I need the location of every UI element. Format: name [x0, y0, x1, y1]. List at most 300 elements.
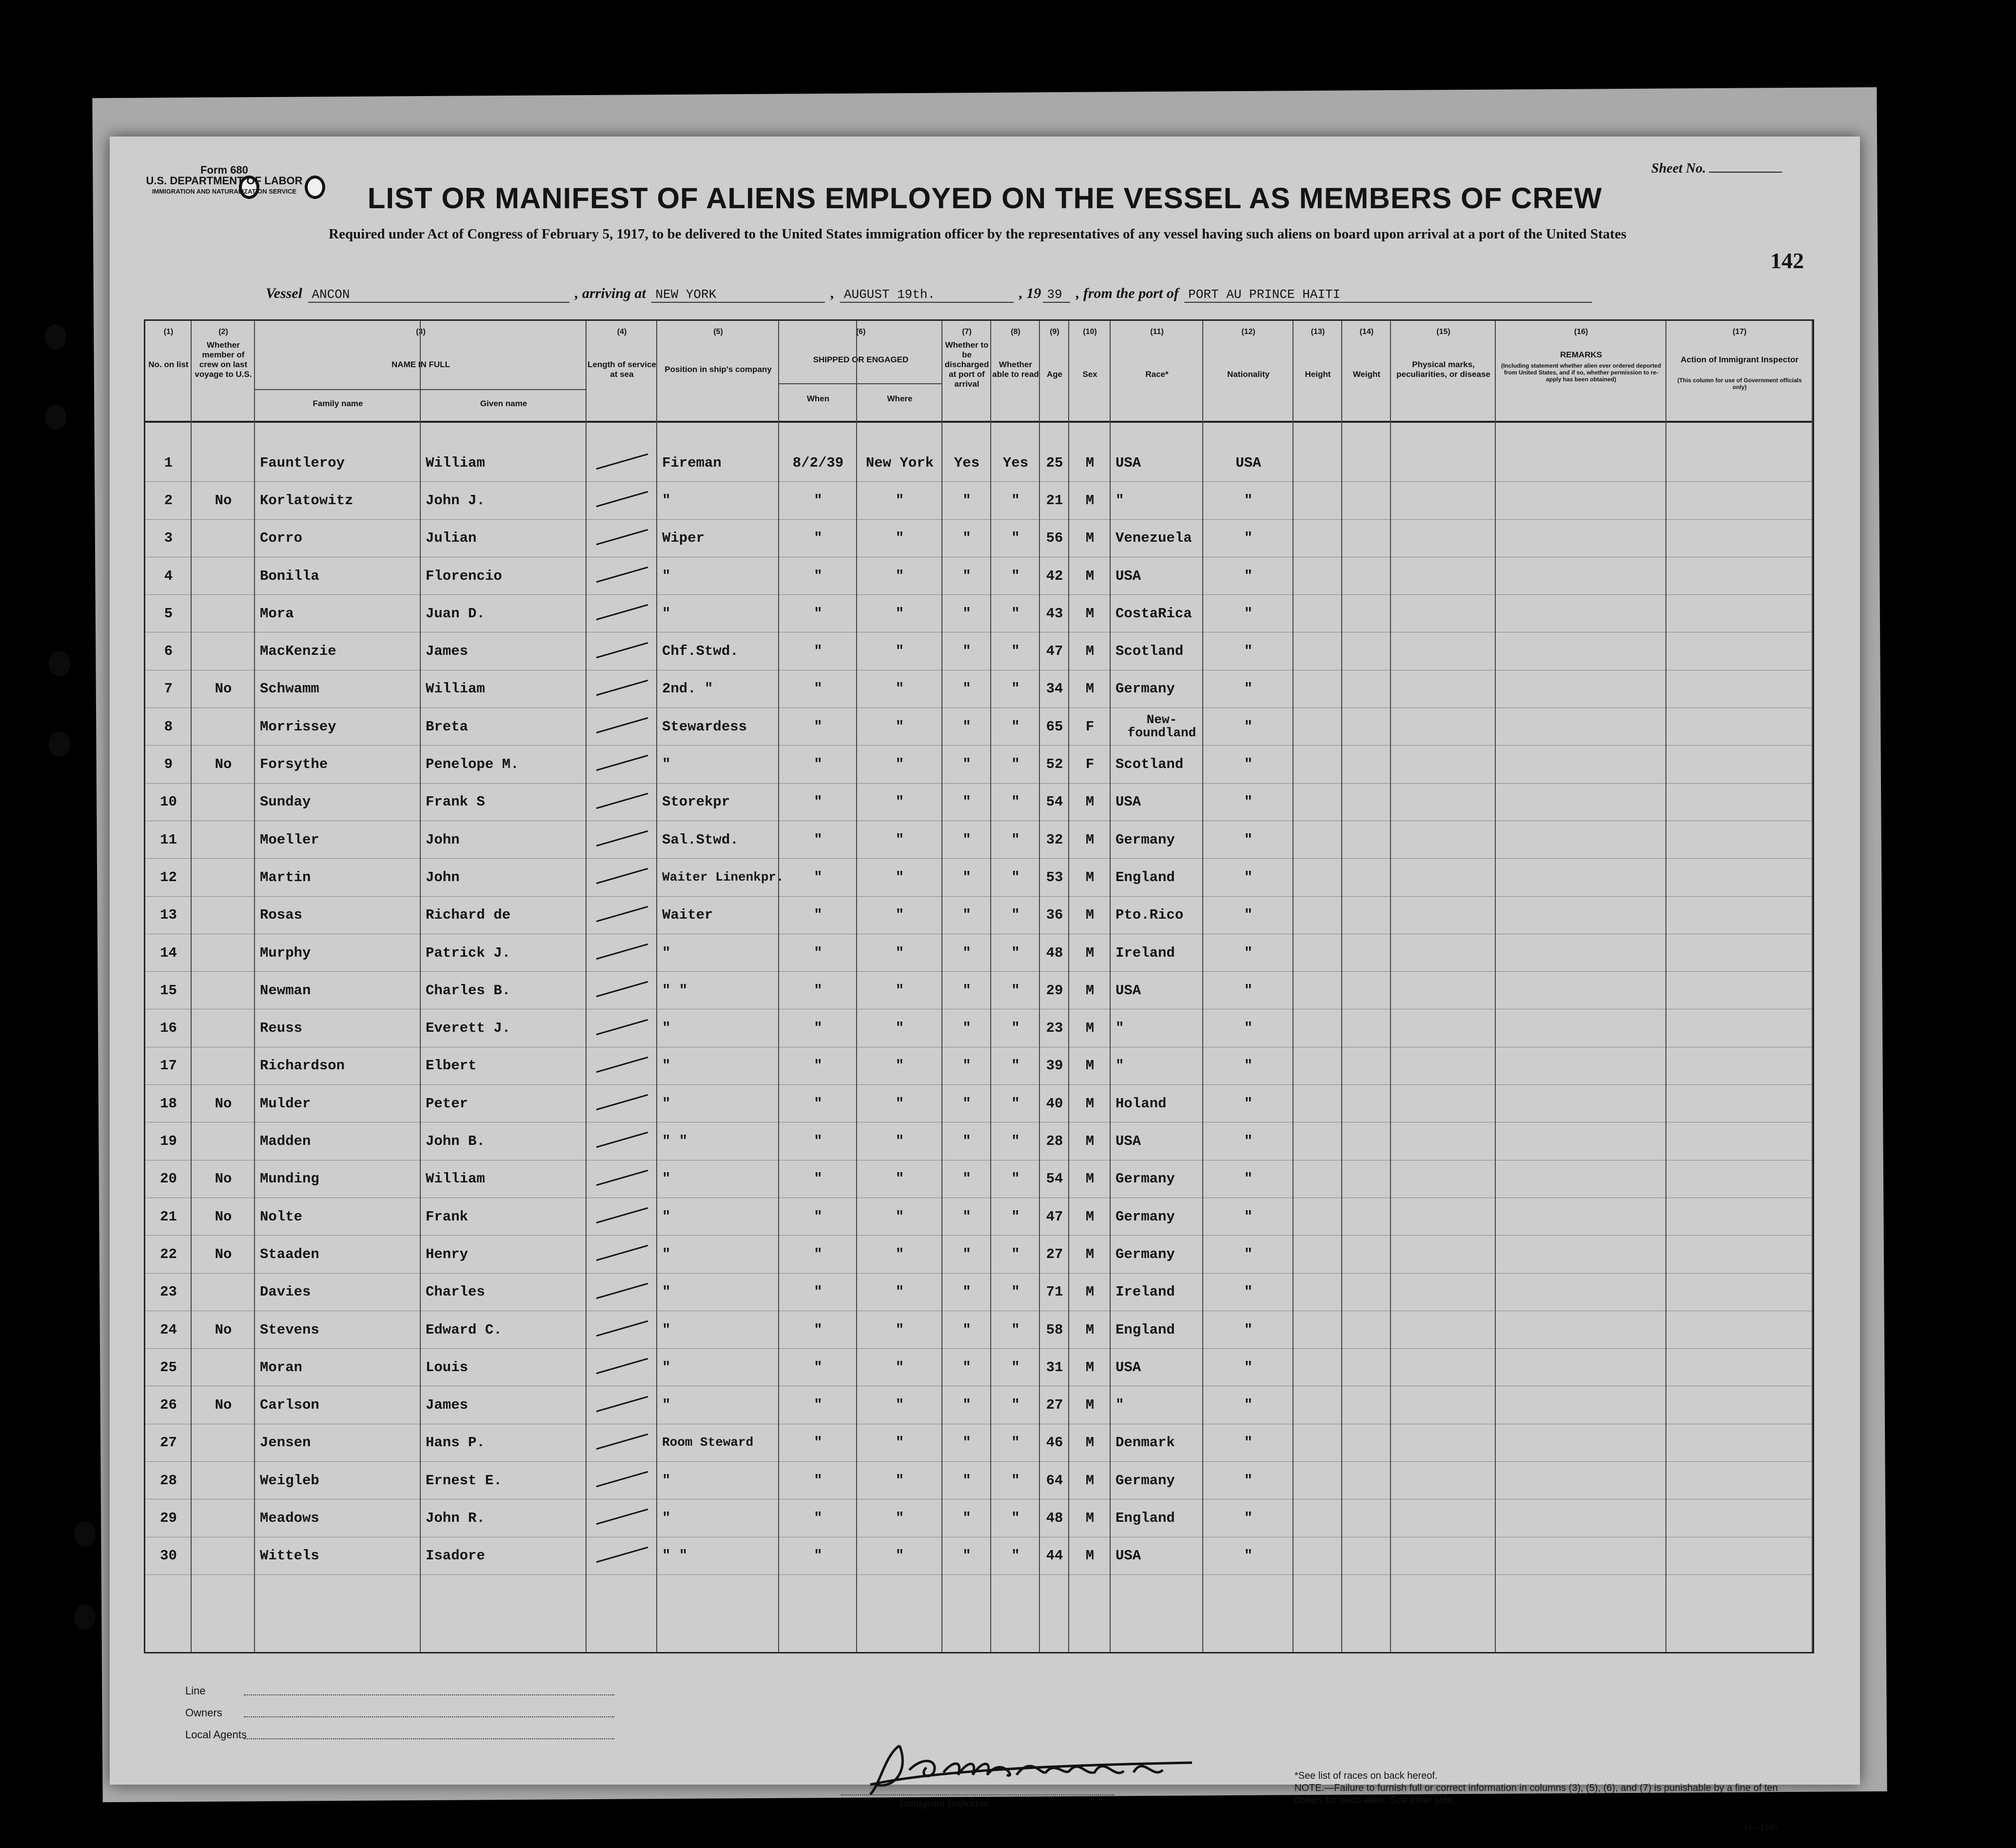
cell-age: 34: [1046, 681, 1063, 697]
cell-family: Fauntleroy: [260, 454, 345, 471]
cell-read: ": [1011, 1435, 1020, 1451]
owners-field-label: Owners: [185, 1707, 222, 1719]
cell-no: 18: [160, 1095, 177, 1112]
cell-no: 3: [164, 530, 173, 547]
cell-when: ": [814, 1171, 822, 1187]
cell-when: ": [814, 718, 822, 735]
column-number: (14): [1359, 328, 1374, 336]
cell-sex: M: [1085, 794, 1095, 810]
column-number: (13): [1311, 328, 1325, 336]
cell-read: ": [1011, 492, 1020, 509]
cell-race: Denmark: [1116, 1435, 1175, 1451]
cell-pos: ": [662, 1171, 671, 1187]
cell-last: No: [215, 492, 232, 509]
cell-nat: ": [1244, 1397, 1253, 1414]
cell-when: ": [814, 681, 822, 697]
arrival-date: AUGUST 19th.: [840, 287, 1014, 303]
cell-where: ": [895, 1171, 904, 1187]
cell-where: ": [895, 1321, 904, 1338]
cell-family: Mora: [260, 605, 294, 622]
cell-sex: M: [1085, 1472, 1095, 1489]
cell-pos: ": [662, 1359, 671, 1376]
cell-age: 43: [1046, 605, 1063, 622]
cell-nat: ": [1244, 1548, 1253, 1564]
cell-when: ": [814, 605, 822, 622]
cell-nat: ": [1244, 794, 1253, 810]
cell-given: Everett J.: [426, 1020, 511, 1037]
cell-no: 20: [160, 1171, 177, 1187]
vessel-line: Vessel ANCON , arriving at NEW YORK , AUGUST 19th. , 19 39 , from the port of PORT AU PRINCE HAITI: [266, 285, 1594, 303]
cell-age: 64: [1046, 1472, 1063, 1489]
cell-last: No: [215, 1208, 232, 1225]
cell-family: Stevens: [260, 1321, 319, 1338]
cell-family: Schwamm: [260, 681, 319, 697]
cell-family: Bonilla: [260, 568, 319, 584]
cell-age: 28: [1046, 1133, 1063, 1150]
cell-read: ": [1011, 1397, 1020, 1414]
cell-race: Scotland: [1116, 643, 1184, 660]
cell-family: Moeller: [260, 831, 319, 848]
cell-sex: M: [1085, 1208, 1095, 1225]
cell-sex: M: [1085, 982, 1095, 999]
cell-race: Germany: [1116, 1246, 1175, 1262]
cell-given: Frank: [426, 1208, 469, 1225]
arrival-port: NEW YORK: [651, 287, 825, 303]
cell-where: ": [895, 756, 904, 773]
cell-given: Hans P.: [426, 1435, 485, 1451]
cell-when: ": [814, 492, 822, 509]
cell-no: 29: [160, 1510, 177, 1527]
cell-pos: Chf.Stwd.: [662, 643, 739, 660]
header-cell: Nationality: [1227, 370, 1270, 379]
column-number: (10): [1083, 328, 1097, 336]
header-cell: Family name: [313, 399, 363, 408]
cell-race: Germany: [1116, 681, 1175, 697]
cell-disch: ": [962, 718, 971, 735]
cell-read: ": [1011, 907, 1020, 924]
cell-sex: M: [1085, 907, 1095, 924]
cell-race: ": [1116, 1058, 1124, 1074]
column-number: (15): [1436, 328, 1450, 336]
cell-sex: M: [1085, 1133, 1095, 1150]
cell-pos: ": [662, 492, 671, 509]
cell-age: 44: [1046, 1548, 1063, 1564]
cell-age: 48: [1046, 944, 1063, 961]
cell-where: ": [895, 530, 904, 547]
cell-disch: ": [962, 869, 971, 885]
cell-pos: " ": [662, 1548, 688, 1564]
cell-no: 2: [164, 492, 173, 509]
service-name: IMMIGRATION AND NATURALIZATION SERVICE: [152, 188, 297, 195]
races-note: *See list of races on back hereof.: [1294, 1770, 1438, 1781]
cell-age: 47: [1046, 643, 1063, 660]
cell-nat: ": [1244, 869, 1253, 885]
cell-read: ": [1011, 831, 1020, 848]
cell-pos: Waiter Linenkpr.: [662, 869, 784, 885]
cell-no: 11: [160, 831, 177, 848]
cell-pos: Fireman: [662, 454, 722, 471]
cell-family: Martin: [260, 869, 311, 885]
cell-where: ": [895, 643, 904, 660]
cell-no: 19: [160, 1133, 177, 1150]
cell-age: 39: [1046, 1058, 1063, 1074]
column-divider: [192, 321, 255, 1652]
column-number: (5): [713, 328, 723, 336]
cell-race: New-foundland: [1127, 712, 1196, 741]
cell-no: 10: [160, 794, 177, 810]
cell-no: 23: [160, 1284, 177, 1300]
cell-no: 22: [160, 1246, 177, 1262]
cell-age: 52: [1046, 756, 1063, 773]
cell-family: Morrissey: [260, 718, 336, 735]
cell-disch: ": [962, 1133, 971, 1150]
cell-read: ": [1011, 944, 1020, 961]
cell-sex: M: [1085, 944, 1095, 961]
cell-age: 56: [1046, 530, 1063, 547]
cell-age: 29: [1046, 982, 1063, 999]
cell-pos: ": [662, 1472, 671, 1489]
cell-race: USA: [1116, 568, 1141, 584]
cell-when: ": [814, 756, 822, 773]
cell-where: ": [895, 718, 904, 735]
cell-when: ": [814, 643, 822, 660]
cell-family: Davies: [260, 1284, 311, 1300]
cell-family: Carlson: [260, 1397, 319, 1414]
cell-sex: M: [1085, 454, 1095, 471]
cell-family: Korlatowitz: [260, 492, 353, 509]
cell-when: ": [814, 1472, 822, 1489]
departure-port: PORT AU PRINCE HAITI: [1184, 287, 1592, 303]
cell-no: 1: [164, 454, 173, 471]
column-divider: [255, 321, 421, 1652]
cell-given: Henry: [426, 1246, 469, 1262]
vessel-label: Vessel: [266, 285, 302, 301]
cell-nat: ": [1244, 907, 1253, 924]
cell-disch: ": [962, 1510, 971, 1527]
cell-disch: ": [962, 1095, 971, 1112]
cell-sex: M: [1085, 681, 1095, 697]
cell-disch: ": [962, 643, 971, 660]
binder-hole: [49, 651, 70, 676]
cell-no: 16: [160, 1020, 177, 1037]
cell-disch: Yes: [954, 454, 980, 471]
cell-nat: ": [1244, 1095, 1253, 1112]
cell-when: ": [814, 1133, 822, 1150]
cell-read: ": [1011, 756, 1020, 773]
column-number: (7): [962, 328, 972, 336]
cell-pos: ": [662, 605, 671, 622]
cell-sex: F: [1085, 718, 1095, 735]
cell-disch: ": [962, 1171, 971, 1187]
cell-family: Mulder: [260, 1095, 311, 1112]
cell-given: James: [426, 1397, 469, 1414]
cell-race: Ireland: [1116, 1284, 1175, 1300]
cell-last: No: [215, 1397, 232, 1414]
cell-when: ": [814, 1510, 822, 1527]
cell-race: Germany: [1116, 1171, 1175, 1187]
cell-nat: ": [1244, 530, 1253, 547]
cell-family: Jensen: [260, 1435, 311, 1451]
column-divider: [1111, 321, 1203, 1652]
cell-nat: ": [1244, 1359, 1253, 1376]
cell-given: Florencio: [426, 568, 502, 584]
manifest-table: [144, 319, 1814, 1653]
cell-sex: M: [1085, 869, 1095, 885]
cell-read: ": [1011, 605, 1020, 622]
cell-where: ": [895, 605, 904, 622]
binder-hole: [74, 1521, 96, 1547]
cell-disch: ": [962, 1284, 971, 1300]
cell-family: Nolte: [260, 1208, 303, 1225]
cell-disch: ": [962, 1208, 971, 1225]
cell-age: 36: [1046, 907, 1063, 924]
cell-when: 8/2/39: [792, 454, 844, 471]
cell-where: ": [895, 982, 904, 999]
cell-pos: ": [662, 1246, 671, 1262]
cell-when: ": [814, 1397, 822, 1414]
cell-sex: F: [1085, 756, 1095, 773]
column-divider: [1666, 321, 1813, 1652]
cell-race: England: [1116, 1321, 1175, 1338]
form-code: 14—1340: [1743, 1824, 1777, 1832]
cell-sex: M: [1085, 1435, 1095, 1451]
cell-disch: ": [962, 1321, 971, 1338]
cell-where: ": [895, 1548, 904, 1564]
cell-sex: M: [1085, 1397, 1095, 1414]
cell-disch: ": [962, 492, 971, 509]
cell-where: ": [895, 681, 904, 697]
header-cell: Given name: [480, 399, 528, 408]
cell-disch: ": [962, 944, 971, 961]
cell-age: 25: [1046, 454, 1063, 471]
cell-read: ": [1011, 794, 1020, 810]
cell-no: 8: [164, 718, 173, 735]
cell-where: ": [895, 794, 904, 810]
column-number: (16): [1574, 328, 1588, 336]
inspector-label: Immigrant Inspector.: [900, 1797, 990, 1809]
cell-read: ": [1011, 1284, 1020, 1300]
cell-pos: ": [662, 1208, 671, 1225]
cell-family: Munding: [260, 1171, 319, 1187]
cell-read: ": [1011, 530, 1020, 547]
cell-where: ": [895, 1208, 904, 1225]
cell-disch: ": [962, 605, 971, 622]
cell-where: ": [895, 1359, 904, 1376]
department-name: U.S. DEPARTMENT OF LABOR: [146, 175, 303, 187]
cell-read: ": [1011, 1058, 1020, 1074]
manifest-sheet: [110, 137, 1860, 1832]
column-divider: [145, 321, 192, 1652]
cell-pos: " ": [662, 982, 688, 999]
cell-sex: M: [1085, 1359, 1095, 1376]
cell-where: ": [895, 568, 904, 584]
cell-race: USA: [1116, 1359, 1141, 1376]
header-cell: Whether member of crew on last voyage to U.S.: [195, 340, 252, 379]
binder-hole: [74, 1604, 96, 1630]
header-cell: Age: [1046, 370, 1063, 379]
column-divider: [657, 321, 779, 1652]
column-number: (1): [163, 328, 174, 336]
cell-nat: ": [1244, 1321, 1253, 1338]
line-field-label: Line: [185, 1685, 206, 1697]
cell-last: No: [215, 1095, 232, 1112]
cell-given: John R.: [426, 1510, 485, 1527]
cell-nat: ": [1244, 1246, 1253, 1262]
page-subtitle: Required under Act of Congress of February 5, 1917, to be delivered to the United States immigration officer by the representatives of any vessel having such aliens on board upon arrival at a port of the United States: [329, 226, 1626, 242]
arrival-year: 39: [1043, 287, 1070, 303]
cell-read: ": [1011, 1321, 1020, 1338]
cell-sex: M: [1085, 1246, 1095, 1262]
page-title: LIST OR MANIFEST OF ALIENS EMPLOYED ON THE VESSEL AS MEMBERS OF CREW: [367, 182, 1603, 215]
cell-no: 7: [164, 681, 173, 697]
cell-pos: ": [662, 1020, 671, 1037]
column-number: (9): [1050, 328, 1059, 336]
cell-family: MacKenzie: [260, 643, 336, 660]
cell-when: ": [814, 831, 822, 848]
cell-when: ": [814, 568, 822, 584]
cell-pos: ": [662, 1058, 671, 1074]
cell-pos: ": [662, 1321, 671, 1338]
cell-family: Moran: [260, 1359, 303, 1376]
cell-disch: ": [962, 831, 971, 848]
stamped-sheet-number: 142: [1770, 248, 1804, 273]
cell-race: USA: [1116, 794, 1141, 810]
cell-age: 31: [1046, 1359, 1063, 1376]
cell-when: ": [814, 1548, 822, 1564]
cell-last: No: [215, 1171, 232, 1187]
cell-pos: ": [662, 1397, 671, 1414]
column-number: (12): [1241, 328, 1255, 336]
cell-given: Frank S: [426, 794, 485, 810]
cell-family: Sunday: [260, 794, 311, 810]
cell-race: Germany: [1116, 831, 1175, 848]
cell-family: Rosas: [260, 907, 303, 924]
cell-nat: ": [1244, 605, 1253, 622]
header-cell: Whether to be discharged at port of arrival: [944, 340, 989, 389]
cell-age: 54: [1046, 1171, 1063, 1187]
cell-pos: ": [662, 944, 671, 961]
cell-sex: M: [1085, 568, 1095, 584]
cell-nat: ": [1244, 1284, 1253, 1300]
cell-given: William: [426, 454, 485, 471]
cell-given: Elbert: [426, 1058, 477, 1074]
cell-where: ": [895, 1510, 904, 1527]
column-divider: [587, 321, 657, 1652]
cell-sex: M: [1085, 605, 1095, 622]
cell-pos: Room Steward: [662, 1435, 754, 1450]
cell-given: Isadore: [426, 1548, 485, 1564]
cell-nat: ": [1244, 756, 1253, 773]
form-number: Form 680: [200, 164, 248, 176]
cell-given: William: [426, 681, 485, 697]
cell-read: ": [1011, 869, 1020, 885]
cell-disch: ": [962, 568, 971, 584]
year-prefix: , 19: [1019, 285, 1041, 301]
binder-hole: [45, 405, 66, 430]
cell-when: ": [814, 982, 822, 999]
cell-given: Louis: [426, 1359, 469, 1376]
inspector-signature: [841, 1726, 1231, 1804]
cell-age: 53: [1046, 869, 1063, 885]
cell-where: ": [895, 1020, 904, 1037]
cell-read: Yes: [1002, 454, 1029, 471]
signature-line: [841, 1794, 1114, 1795]
cell-family: Richardson: [260, 1058, 345, 1074]
column-number: (8): [1011, 328, 1020, 336]
cell-age: 65: [1046, 718, 1063, 735]
cell-nat: ": [1244, 1058, 1253, 1074]
header-cell: Whether able to read: [992, 360, 1039, 379]
vessel-name: ANCON: [308, 287, 569, 303]
cell-when: ": [814, 869, 822, 885]
header-cell: Length of service at sea: [587, 360, 656, 379]
cell-race: Germany: [1116, 1208, 1175, 1225]
from-label: , from the port of: [1076, 285, 1179, 301]
cell-pos: Wiper: [662, 530, 705, 547]
cell-race: USA: [1116, 1133, 1141, 1150]
cell-pos: 2nd. ": [662, 681, 713, 697]
cell-where: ": [895, 831, 904, 848]
cell-pos: ": [662, 1284, 671, 1300]
cell-race: England: [1116, 869, 1175, 885]
binder-hole: [45, 324, 66, 350]
cell-family: Madden: [260, 1133, 311, 1150]
cell-when: ": [814, 530, 822, 547]
cell-no: 15: [160, 982, 177, 999]
cell-nat: ": [1244, 1510, 1253, 1527]
cell-read: ": [1011, 568, 1020, 584]
cell-nat: ": [1244, 831, 1253, 848]
cell-no: 28: [160, 1472, 177, 1489]
header-cell: Position in ship's company: [665, 365, 772, 374]
cell-read: ": [1011, 1510, 1020, 1527]
cell-given: Edward C.: [426, 1321, 502, 1338]
cell-sex: M: [1085, 1321, 1095, 1338]
cell-given: William: [426, 1171, 485, 1187]
cell-pos: ": [662, 1510, 671, 1527]
cell-when: ": [814, 1095, 822, 1112]
cell-race: Pto.Rico: [1116, 907, 1184, 924]
cell-no: 9: [164, 756, 173, 773]
cell-race: ": [1116, 492, 1124, 509]
cell-disch: ": [962, 1359, 971, 1376]
cell-nat: ": [1244, 1020, 1253, 1037]
header-cell: (This column for use of Government officials only): [1677, 377, 1802, 391]
header-cell: No. on list: [148, 360, 189, 369]
cell-when: ": [814, 1284, 822, 1300]
column-divider: [857, 321, 942, 1652]
cell-where: ": [895, 869, 904, 885]
cell-disch: ": [962, 756, 971, 773]
cell-family: Reuss: [260, 1020, 303, 1037]
penalty-note: NOTE.—Failure to furnish full or correct information in columns (3), (5), (6), and (7) is punishable by a fine of ten dollars for each alien. See other side.: [1294, 1783, 1778, 1806]
cell-nat: ": [1244, 718, 1253, 735]
cell-sex: M: [1085, 1171, 1095, 1187]
cell-disch: ": [962, 1020, 971, 1037]
cell-no: 12: [160, 869, 177, 885]
cell-age: 32: [1046, 831, 1063, 848]
cell-last: No: [215, 1246, 232, 1262]
cell-pos: Waiter: [662, 907, 713, 924]
column-divider: [421, 321, 587, 1652]
cell-sex: M: [1085, 1058, 1095, 1074]
cell-nat: ": [1244, 982, 1253, 999]
cell-family: Meadows: [260, 1510, 319, 1527]
column-number: (3): [416, 328, 426, 336]
cell-age: 71: [1046, 1284, 1063, 1300]
cell-when: ": [814, 1058, 822, 1074]
cell-family: Corro: [260, 530, 303, 547]
